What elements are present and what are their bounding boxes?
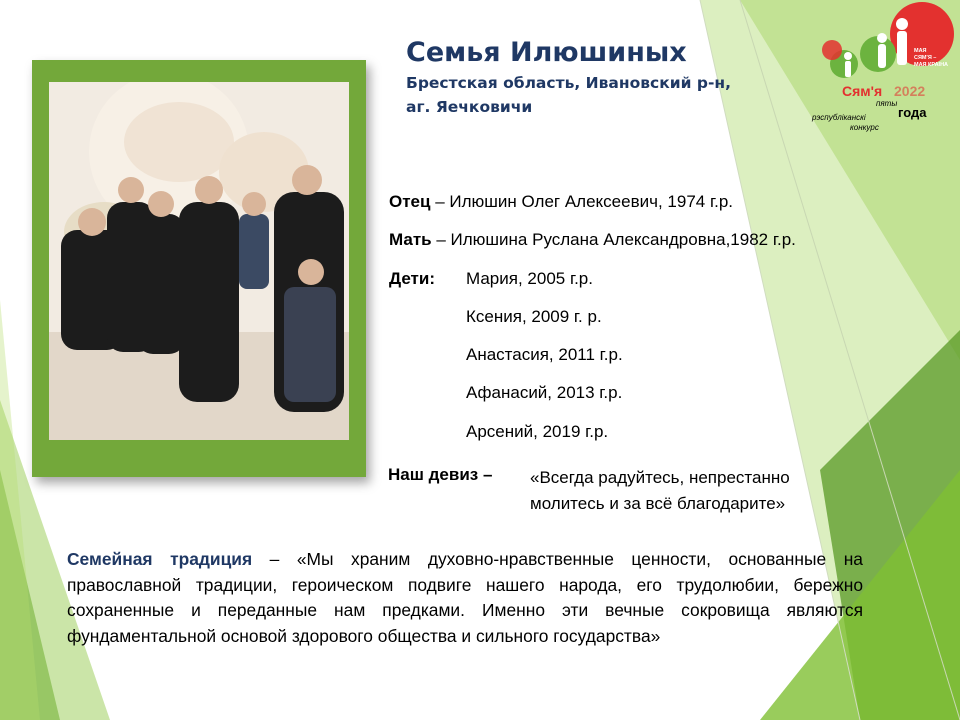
tradition-label: Семейная традиция bbox=[67, 549, 253, 569]
page-title: Семья Илюшиных bbox=[406, 37, 687, 68]
motto-text bbox=[530, 465, 790, 517]
child-item: Мария, 2005 г.р. bbox=[466, 269, 593, 288]
logo-small-text-1: МАЯ bbox=[914, 48, 927, 54]
mother-row bbox=[389, 230, 796, 250]
logo-small-text-2: СЯМ'Я – bbox=[914, 55, 937, 61]
child-item: Афанасий, 2013 г.р. bbox=[466, 383, 623, 402]
children-label-row bbox=[389, 269, 435, 289]
child-item: Ксения, 2009 г. р. bbox=[466, 307, 602, 326]
village-line: аг. Яечковичи bbox=[406, 98, 533, 116]
logo-small-text-3: МАЯ КРАІНА bbox=[914, 62, 949, 68]
contest-logo bbox=[810, 2, 960, 134]
logo-line-3: конкурс bbox=[850, 123, 879, 132]
mother-label: Мать bbox=[389, 230, 432, 249]
motto-line-2: молитесь и за всё благодарите» bbox=[530, 494, 786, 513]
photo-frame bbox=[32, 60, 366, 477]
header bbox=[406, 36, 731, 118]
logo-brand: Сям'я bbox=[842, 83, 883, 99]
mother-value: – Илюшина Руслана Александровна,1982 г.р. bbox=[436, 230, 796, 249]
father-row bbox=[389, 192, 733, 212]
father-label: Отец bbox=[389, 192, 431, 211]
child-item: Анастасия, 2011 г.р. bbox=[466, 345, 623, 364]
child-item: Арсений, 2019 г.р. bbox=[466, 422, 609, 441]
region-line: Брестская область, Ивановский р-н, bbox=[406, 74, 732, 92]
children-label: Дети: bbox=[389, 269, 435, 288]
logo-year: 2022 bbox=[894, 83, 926, 99]
logo-line-2: рэспубліканскі bbox=[812, 113, 866, 122]
logo-line-1: пяты bbox=[876, 99, 898, 108]
tradition-text: – «Мы храним духовно-нравственные ценности, основанные на православной традиции, героическом подвиге нашего народа, его трудолюбии, бережно сохраненные и переданные нам предками. Именно эти вечные сокровища являются фундаментальной основой здорового общества и сильного государства» bbox=[67, 549, 863, 646]
motto-line-1: «Всегда радуйтесь, непрестанно bbox=[530, 468, 790, 487]
motto-label: Наш девиз – bbox=[388, 465, 493, 484]
logo-line-1b: года bbox=[898, 105, 927, 120]
family-photo bbox=[49, 82, 349, 440]
family-tradition bbox=[67, 547, 863, 649]
father-value: – Илюшин Олег Алексеевич, 1974 г.р. bbox=[435, 192, 733, 211]
